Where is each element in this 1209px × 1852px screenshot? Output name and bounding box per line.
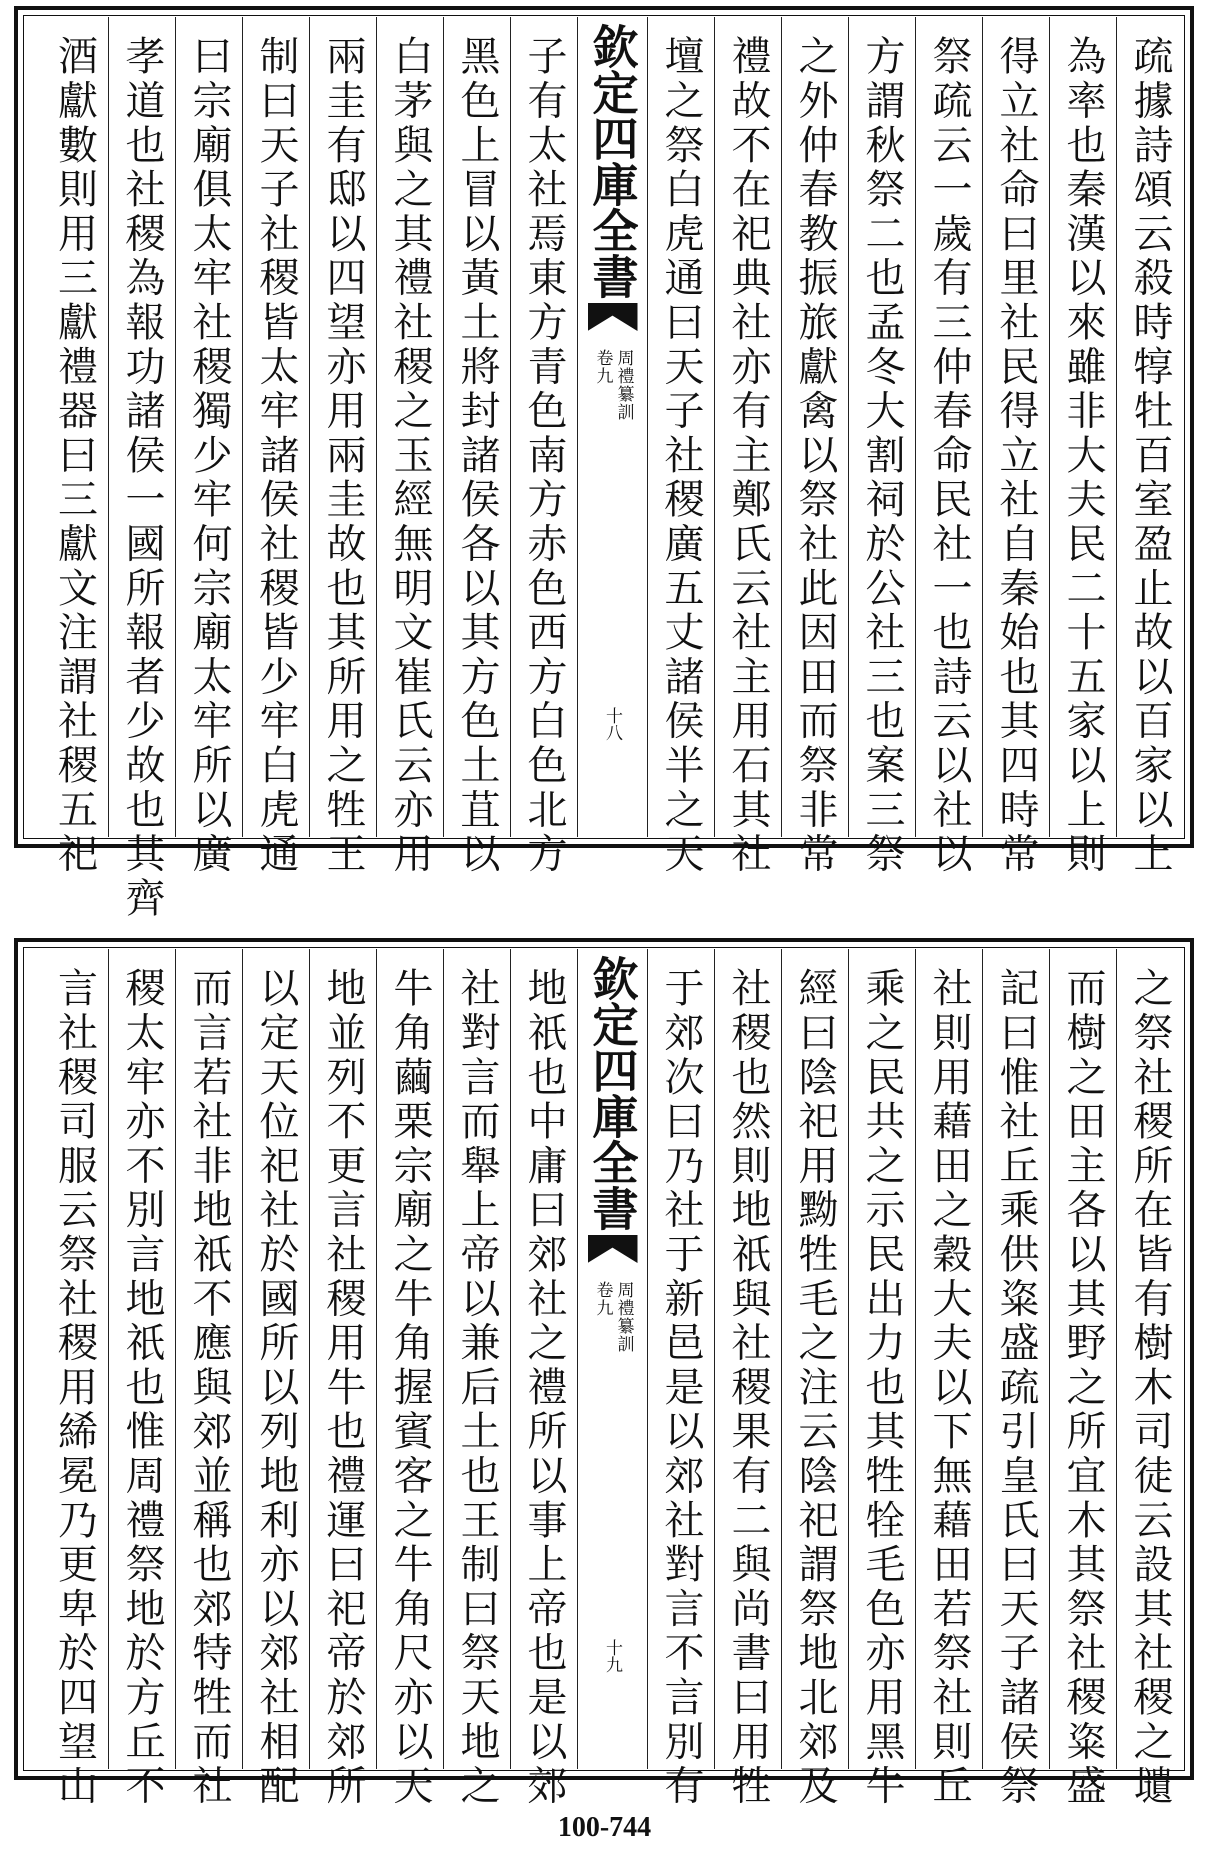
column-text: 祭疏云一歲有三仲春命民社一也詩云以社以: [926, 35, 972, 877]
text-column: [915, 17, 982, 877]
collection-title: 欽定四庫全書: [585, 955, 640, 1231]
column-text: 黑色上冒以黃土將封諸侯各以其方色土苴以: [454, 35, 500, 877]
column-text: 社則用藉田之穀大夫以下無藉田若祭社則丘: [926, 967, 972, 1809]
text-column: [376, 949, 443, 1809]
column-text: 制曰天子社稷皆太牢諸侯社稷皆少牢白虎通: [253, 35, 299, 877]
column-text: 為率也秦漢以來雖非大夫民二十五家以上則: [1060, 35, 1106, 877]
column-text: 地祇也中庸曰郊社之禮所以事上帝也是以郊: [521, 967, 567, 1809]
column-text: 稷太牢亦不別言地祇也惟周禮祭地於方丘不: [119, 967, 165, 1809]
text-column: [915, 949, 982, 1809]
text-column: [443, 949, 510, 1809]
column-text: 記曰惟社丘乘供粢盛疏引皇氏曰天子諸侯祭: [993, 967, 1039, 1809]
column-text: 社對言而舉上帝以兼后土也王制曰祭天地之: [454, 967, 500, 1809]
text-column: [41, 17, 108, 877]
column-text: 方謂秋祭二也孟冬大割祠於公社三也案三祭: [859, 35, 905, 877]
lower-page: [14, 938, 1194, 1809]
text-column: [781, 17, 848, 877]
column-text: 社稷也然則地祇與社稷果有二與尚書曰用牲: [725, 967, 771, 1809]
upper-page-columns: [25, 17, 1183, 921]
text-column: [647, 949, 714, 1809]
column-text: 而樹之田主各以其野之所宜木其祭社稷粢盛: [1060, 967, 1106, 1809]
text-column: [714, 17, 781, 877]
text-column: [175, 17, 242, 877]
text-column: [376, 17, 443, 877]
column-text: 牛角繭栗宗廟之牛角握賓客之牛角尺亦以天: [387, 967, 433, 1809]
text-column: [108, 949, 175, 1809]
folio-number: 十八: [602, 707, 622, 741]
book-info: [594, 1281, 632, 1353]
page-identifier: 100-744: [557, 1812, 652, 1843]
column-text: 之祭社稷所在皆有樹木司徒云設其社稷之壝: [1127, 967, 1173, 1809]
upper-page: [14, 6, 1194, 921]
column-text: 子有太社焉東方青色南方赤色西方白色北方: [521, 35, 567, 877]
text-column: [982, 949, 1049, 1809]
column-text: 白茅與之其禮社稷之玉經無明文崔氏云亦用: [387, 35, 433, 877]
column-text: 曰宗廟俱太牢社稷獨少牢何宗廟太牢所以廣: [186, 35, 232, 877]
text-column: [781, 949, 848, 1809]
volume-number: 卷九: [592, 1281, 613, 1317]
fishtail-mark-icon: [588, 1235, 638, 1263]
center-banner: [577, 949, 647, 1769]
text-column: [510, 949, 577, 1809]
column-text: 孝道也社稷為報功諸侯一國所報者少故也其齊: [119, 35, 165, 921]
folio-number: 十九: [602, 1639, 622, 1673]
text-column: [443, 17, 510, 877]
text-column: [41, 949, 108, 1809]
column-text: 而言若社非地祇不應與郊並稱也郊特牲而社: [186, 967, 232, 1809]
text-column: [242, 949, 309, 1809]
text-column: [175, 949, 242, 1809]
lower-page-columns: [25, 949, 1183, 1809]
text-column: [309, 949, 376, 1809]
center-banner: [577, 17, 647, 837]
volume-number: 卷九: [592, 349, 613, 385]
text-column: [982, 17, 1049, 877]
text-column: [1049, 17, 1116, 877]
column-text: 兩圭有邸以四望亦用兩圭故也其所用之牲王: [320, 35, 366, 877]
text-column: [1049, 949, 1116, 1809]
text-column: [242, 17, 309, 877]
column-text: 言社稷司服云祭社稷用絺冕乃更卑於四望山: [51, 967, 98, 1809]
book-title: 周禮纂訓: [613, 349, 634, 421]
text-column: [848, 949, 915, 1809]
column-text: 乘之民共之示民出力也其牲牷毛色亦用黑牛: [859, 967, 905, 1809]
column-text: 疏據詩頌云殺時犉牡百室盈止故以百家以上: [1127, 35, 1173, 877]
text-column: [309, 17, 376, 877]
text-column: [1116, 949, 1183, 1809]
book-info: [594, 349, 632, 421]
fishtail-mark-icon: [588, 303, 638, 331]
column-text: 以定天位祀社於國所以列地利亦以郊社相配: [253, 967, 299, 1809]
text-column: [714, 949, 781, 1809]
column-text: 之外仲春教振旅獻禽以祭社此因田而祭非常: [792, 35, 838, 877]
column-text: 酒獻數則用三獻禮器曰三獻文注謂社稷五祀: [51, 35, 98, 877]
column-text: 于郊次曰乃社于新邑是以郊社對言不言別有: [658, 967, 704, 1809]
text-column: [647, 17, 714, 877]
column-text: 禮故不在祀典社亦有主鄭氏云社主用石其社: [725, 35, 771, 877]
column-text: 經曰陰祀用黝牲毛之注云陰祀謂祭地北郊及: [792, 967, 838, 1809]
book-title: 周禮纂訓: [613, 1281, 634, 1353]
collection-title: 欽定四庫全書: [585, 23, 640, 299]
text-column: [510, 17, 577, 877]
column-text: 得立社命曰里社民得立社自秦始也其四時常: [993, 35, 1039, 877]
column-text: 地並列不更言社稷用牛也禮運曰祀帝於郊所: [320, 967, 366, 1809]
column-text: 壇之祭白虎通曰天子社稷廣五丈諸侯半之天: [658, 35, 704, 877]
text-column: [108, 17, 175, 921]
text-column: [848, 17, 915, 877]
text-column: [1116, 17, 1183, 877]
